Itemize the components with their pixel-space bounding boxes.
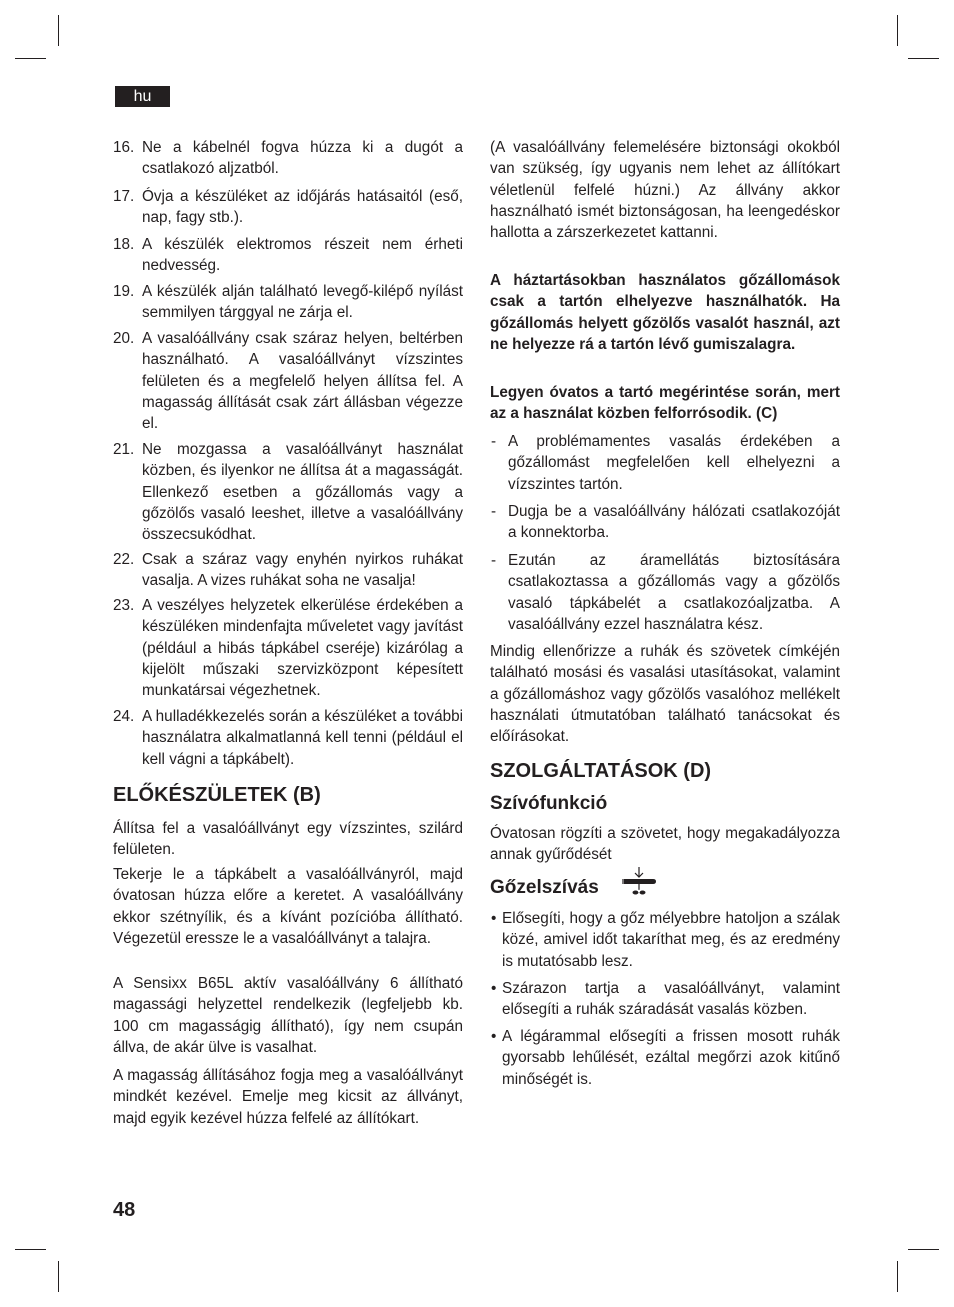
bullet-marker: • xyxy=(491,980,497,997)
step-text: A problémamentes vasalás érdekében a gőzállomást megfelelően kell elhelyezni a vízszintes tartón. xyxy=(508,433,840,493)
paragraph: A magasság állításához fogja meg a vasalóállványt mindkét kezével. Emelje meg kicsit az állványt, majd egyik kezével húzza felfelé az állítókart. xyxy=(113,1067,463,1127)
item-number: 21. xyxy=(113,441,135,458)
item-text: A veszélyes helyzetek elkerülése érdekében a készüléken mindenfajta műveletet vagy javítást (például a hibás tápkábel cseréje) kizárólag a kijelölt műszaki szervizközpont képesített munkatársai végezhetnek. xyxy=(142,597,463,700)
step-item xyxy=(490,431,840,495)
item-text: Ne mozgassa a vasalóállványt használat közben, és ilyenkor ne állítsa át a magasságát. Ellenkező esetben a gőzállomás vagy a gőzölős vasaló leeshet, illetve a vasalóállvány összecsukódhat. xyxy=(142,441,463,544)
item-text: Óvja a készüléket az időjárás hatásaitól (eső, nap, fagy stb.). xyxy=(142,188,463,227)
item-text: A készülék elektromos részeit nem érheti nedvesség. xyxy=(142,236,463,275)
warning-paragraph: Legyen óvatos a tartó megérintése során, mert az a használat közben felforrósodik. (C) xyxy=(490,384,840,423)
dash-marker: - xyxy=(491,433,497,450)
safety-item xyxy=(113,706,463,770)
step-item xyxy=(490,550,840,635)
item-text: Ne a kábelnél fogva húzza ki a dugót a csatlakozó aljzatból. xyxy=(142,139,463,178)
subheading-suction: Szívófunkció xyxy=(490,793,608,814)
safety-item xyxy=(113,328,463,434)
subheading-steam-extraction: Gőzelszívás xyxy=(490,877,599,898)
bullet-text: A légárammal elősegíti a frissen mosott ruhák gyorsabb lehűlését, ezáltal megőrzi azok kitűnő minőségét is. xyxy=(502,1028,840,1088)
item-number: 18. xyxy=(113,236,135,253)
safety-item xyxy=(113,595,463,701)
item-text: A hulladékkezelés során a készüléket a további használatra alkalmatlanná kell tenni (például el kell vágni a tápkábelt). xyxy=(142,708,463,768)
note-paragraph: Mindig ellenőrizze a ruhák és szövetek címkéjén található mosási és vasalási utasításokat, valamint a gőzállomáshoz vagy gőzölős vasalóhoz mellékelt használati útmutatóban található tanácsokat és előírásokat. xyxy=(490,643,840,746)
bullet-item xyxy=(490,1026,840,1090)
item-text: A készülék alján található levegő-kilépő nyílást semmilyen tárggyal ne zárja el. xyxy=(142,283,463,322)
dash-marker: - xyxy=(491,552,497,569)
item-number: 19. xyxy=(113,283,135,300)
crop-mark xyxy=(58,1261,59,1292)
bullet-text: Elősegíti, hogy a gőz mélyebbre hatoljon a szálak közé, amivel időt takaríthat meg, és az eredmény is mutatósabb lesz. xyxy=(502,910,840,970)
paragraph: (A vasalóállvány felemelésére biztonsági okokból van szükség, így ugyanis nem lehet az állítókart véletlenül felfelé húzni.) Az állvány akkor használható ismét biztonságosan, ha leengedéskor hallotta a zárszerkezetet kattanni. xyxy=(490,139,840,242)
bullet-marker: • xyxy=(491,910,497,927)
page-number: 48 xyxy=(113,1199,136,1221)
safety-item xyxy=(113,281,463,324)
item-number: 17. xyxy=(113,188,135,205)
crop-mark xyxy=(897,1261,898,1292)
crop-mark xyxy=(58,15,59,46)
paragraph: A Sensixx B65L aktív vasalóállvány 6 állítható magassági helyzettel rendelkezik (legfeljebb kb. 100 cm magasságig állítható), így nem csupán állva, de akár ülve is vasalhat. xyxy=(113,975,463,1056)
step-item xyxy=(490,501,840,544)
safety-item xyxy=(113,234,463,277)
language-tab: hu xyxy=(115,86,170,107)
item-number: 22. xyxy=(113,551,135,568)
safety-item xyxy=(113,186,463,229)
item-text: A vasalóállvány csak száraz helyen, beltérben használható. A vasalóállványt vízszintes felületen és a megfelelő helyen állítsa fel. A magasság állítását csak zárt állásban végezze el. xyxy=(142,330,463,433)
item-number: 16. xyxy=(113,139,135,156)
section-heading-preparation: ELŐKÉSZÜLETEK (B) xyxy=(113,784,321,806)
safety-item xyxy=(113,549,463,592)
paragraph: Állítsa fel a vasalóállványt egy vízszintes, szilárd felületen. xyxy=(113,820,463,859)
item-number: 20. xyxy=(113,330,135,347)
crop-mark xyxy=(908,58,939,59)
steam-extraction-icon xyxy=(621,866,657,898)
item-number: 23. xyxy=(113,597,135,614)
bullet-item xyxy=(490,978,840,1021)
safety-item xyxy=(113,137,463,180)
step-text: Ezután az áramellátás biztosítására csatlakoztassa a gőzállomás vagy a gőzölős vasaló tápkábelét a csatlakozóaljzatba. A vasalóállvány ezzel használatra kész. xyxy=(508,552,840,633)
item-number: 24. xyxy=(113,708,135,725)
warning-paragraph: A háztartásokban használatos gőzállomások csak a tartón elhelyezve használhatók. Ha gőzállomás helyett gőzölős vasalót használ, azt ne helyezze rá a tartón lévő gumiszalagra. xyxy=(490,272,840,353)
crop-mark xyxy=(15,1249,46,1250)
paragraph: Óvatosan rögzíti a szövetet, hogy megakadályozza annak gyűrődését xyxy=(490,825,840,864)
safety-item xyxy=(113,439,463,545)
bullet-marker: • xyxy=(491,1028,497,1045)
dash-marker: - xyxy=(491,503,497,520)
item-text: Csak a száraz vagy enyhén nyirkos ruhákat vasalja. A vizes ruhákat soha ne vasalja! xyxy=(142,551,463,590)
crop-mark xyxy=(15,58,46,59)
paragraph: Tekerje le a tápkábelt a vasalóállványról, majd óvatosan húzza előre a keretet. A vasalóállvány ekkor szétnyílik, és a kívánt pozícióba állítható. Végezetül eressze le a vasalóállványt a talajra. xyxy=(113,866,463,947)
step-text: Dugja be a vasalóállvány hálózati csatlakozóját a konnektorba. xyxy=(508,503,840,542)
bullet-text: Szárazon tartja a vasalóállványt, valamint elősegíti a ruhák száradását vasalás közben. xyxy=(502,980,840,1019)
crop-mark xyxy=(908,1249,939,1250)
bullet-item xyxy=(490,908,840,972)
section-heading-features: SZOLGÁLTATÁSOK (D) xyxy=(490,760,712,782)
crop-mark xyxy=(897,15,898,46)
